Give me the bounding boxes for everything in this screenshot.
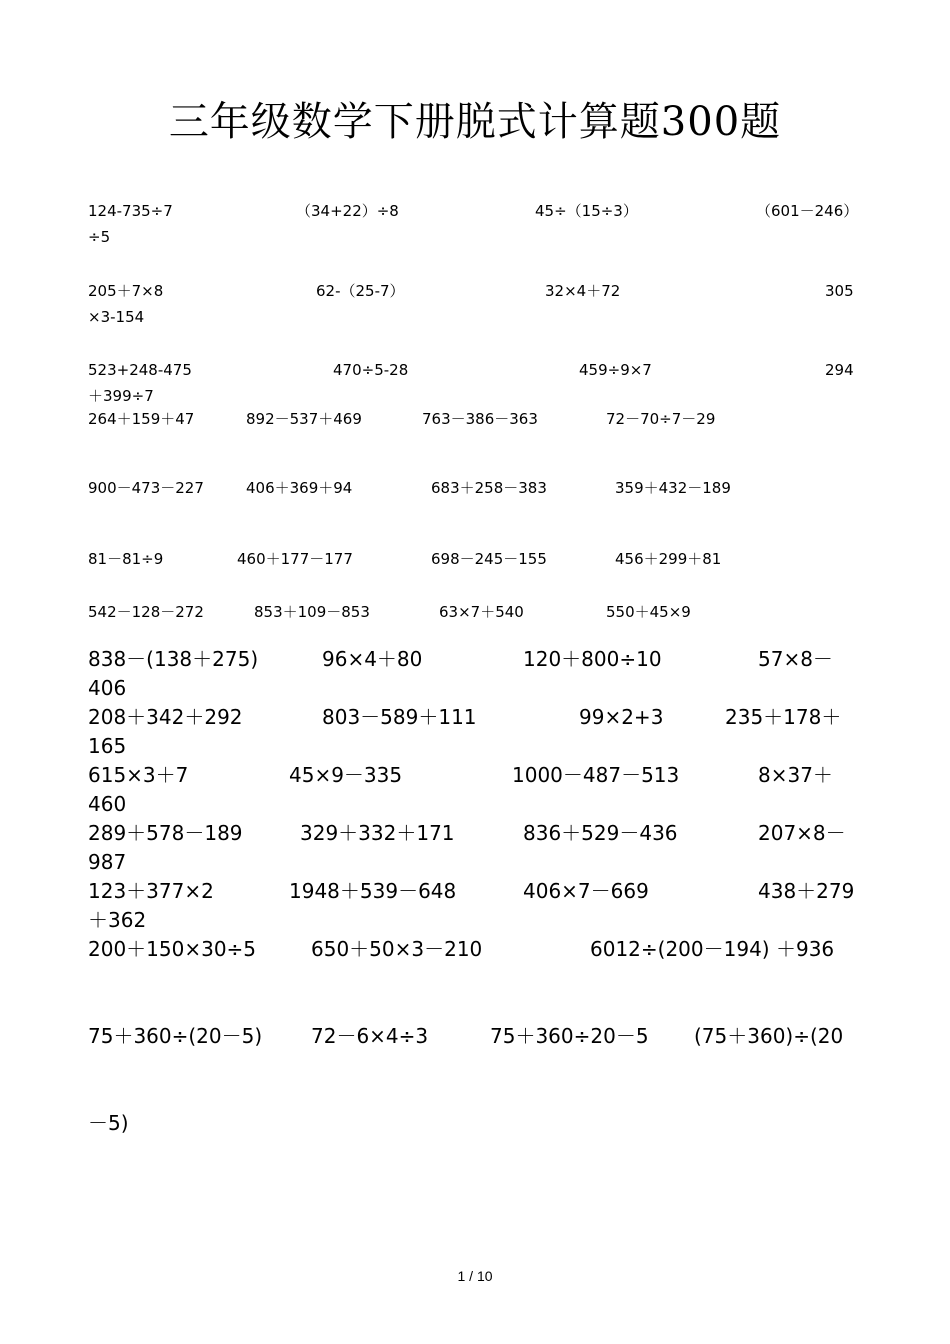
problem: （601－246）: [756, 202, 859, 220]
problem: （34+22）÷8: [296, 202, 399, 220]
problem: 264＋159＋47: [88, 410, 195, 428]
problem: 1000－487－513: [512, 763, 680, 787]
problem: 650＋50×3－210: [311, 937, 483, 961]
problem: 329＋332＋171: [300, 821, 455, 845]
problem-wrap: 460: [88, 792, 127, 816]
problem: 406×7－669: [523, 879, 649, 903]
problem: 235＋178＋: [725, 705, 842, 729]
problem-wrap: 987: [88, 850, 127, 874]
problem: 438＋279: [758, 879, 855, 903]
problem: 698－245－155: [431, 550, 547, 568]
problem-wrap: 165: [88, 734, 127, 758]
problem: 853＋109－853: [254, 603, 370, 621]
problem: 1948＋539－648: [289, 879, 457, 903]
problem: 75＋360÷20－5: [490, 1024, 649, 1048]
problem: 207×8－: [758, 821, 846, 845]
problem: 550＋45×9: [606, 603, 691, 621]
problem: 523+248-475: [88, 361, 192, 379]
problem: 900－473－227: [88, 479, 204, 497]
problem: 470÷5-28: [333, 361, 409, 379]
problem: 45×9－335: [289, 763, 403, 787]
page-title: 三年级数学下册脱式计算题300题: [168, 99, 782, 145]
problem: 763－386－363: [422, 410, 538, 428]
problem: 838－(138＋275): [88, 647, 259, 671]
problem: 615×3＋7: [88, 763, 189, 787]
problem: 836＋529－436: [523, 821, 678, 845]
problem: 459÷9×7: [579, 361, 652, 379]
problem: 200＋150×30÷5: [88, 937, 257, 961]
problem: 123＋377×2: [88, 879, 214, 903]
problem: 205＋7×8: [88, 282, 164, 300]
problem-wrap: ×3-154: [88, 308, 145, 326]
problem: 75＋360÷(20－5): [88, 1024, 263, 1048]
problem: 72－70÷7－29: [606, 410, 716, 428]
problem: 124-735÷7: [88, 202, 173, 220]
problem: 305: [825, 282, 854, 300]
problem: 8×37＋: [758, 763, 833, 787]
page-number: 1 / 10: [457, 1268, 493, 1284]
problem: 96×4＋80: [322, 647, 423, 671]
problem: 460＋177－177: [237, 550, 353, 568]
problem: 289＋578－189: [88, 821, 243, 845]
problem: 208＋342＋292: [88, 705, 243, 729]
problem-wrap: ＋399÷7: [88, 387, 154, 405]
problem: 542－128－272: [88, 603, 204, 621]
problem: 57×8－: [758, 647, 833, 671]
problem: 32×4＋72: [545, 282, 621, 300]
problem: 72－6×4÷3: [311, 1024, 429, 1048]
problem: 45÷（15÷3）: [535, 202, 638, 220]
problem-wrap: 406: [88, 676, 127, 700]
problem: 683＋258－383: [431, 479, 547, 497]
problem: 294: [825, 361, 854, 379]
problem: 99×2+3: [579, 705, 664, 729]
problem-wrap: ＋362: [88, 908, 147, 932]
problem: 81－81÷9: [88, 550, 164, 568]
problem: 63×7＋540: [439, 603, 524, 621]
problem-wrap: ÷5: [88, 228, 111, 246]
problem: 6012÷(200－194) ＋936: [590, 937, 835, 961]
problem: (75＋360)÷(20: [694, 1024, 844, 1048]
problem: 62-（25-7）: [316, 282, 405, 300]
problem-wrap: －5): [88, 1111, 129, 1135]
problem: 456＋299＋81: [615, 550, 722, 568]
problem: 892－537＋469: [246, 410, 362, 428]
problem: 406＋369＋94: [246, 479, 353, 497]
problem: 120＋800÷10: [523, 647, 662, 671]
problem: 803－589＋111: [322, 705, 477, 729]
problem: 359＋432－189: [615, 479, 731, 497]
